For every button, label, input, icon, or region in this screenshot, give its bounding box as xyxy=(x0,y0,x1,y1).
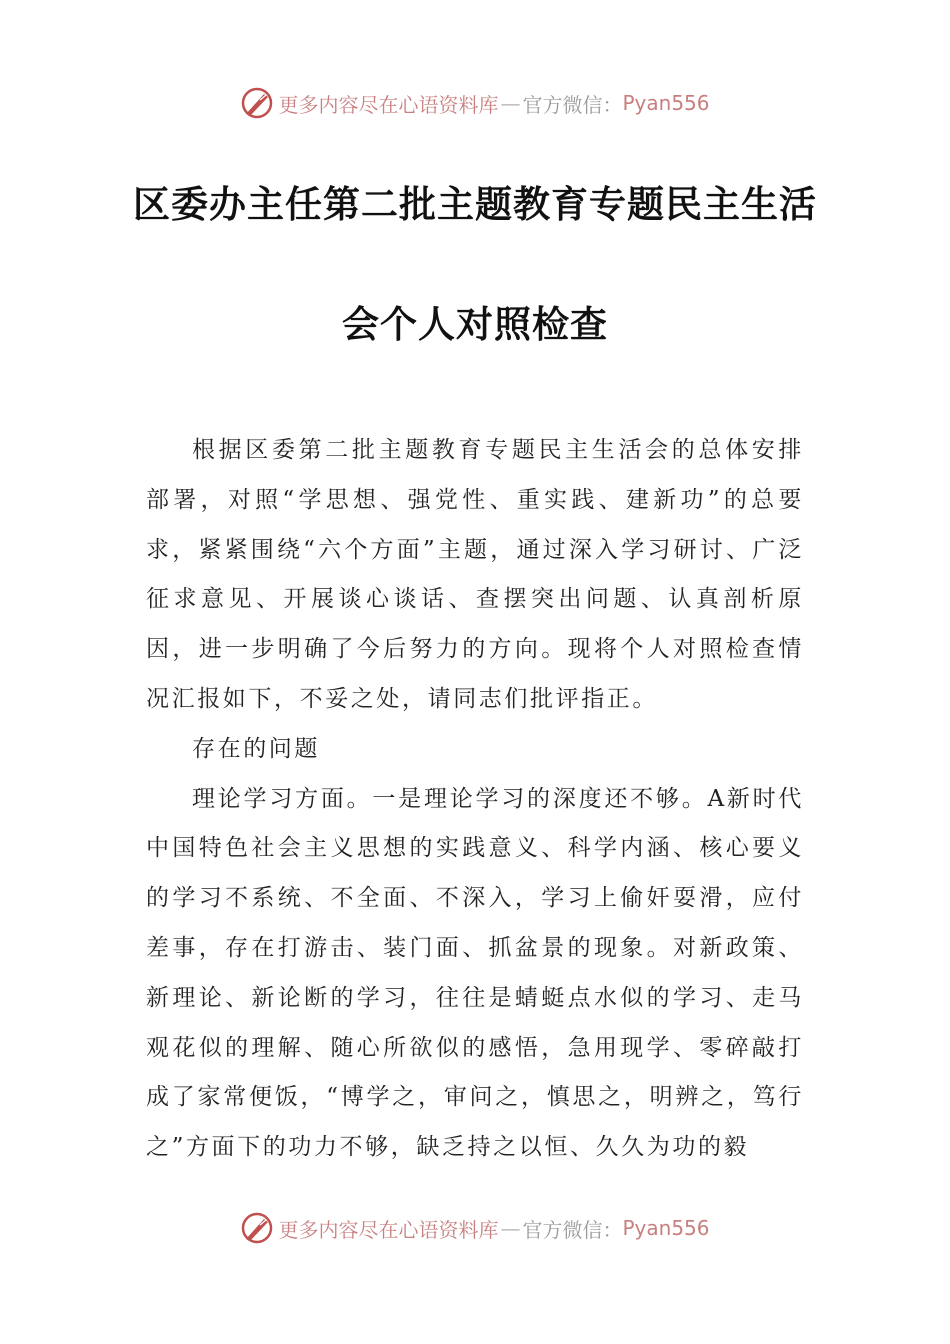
watermark-wechat-id: Pyan556 xyxy=(622,91,710,115)
watermark-brand: 更多内容尽在心语资料库 xyxy=(278,92,499,117)
watermark-wechat-id: Pyan556 xyxy=(622,1216,710,1240)
section-heading-problems: 存在的问题 xyxy=(192,735,320,762)
watermark-official-label: 官方微信： xyxy=(522,92,623,117)
footer-watermark xyxy=(0,1208,950,1248)
watermark-dash: — xyxy=(500,91,521,115)
pen-circle-logo-icon xyxy=(240,1211,274,1245)
pen-circle-logo-icon xyxy=(240,86,274,120)
header-watermark xyxy=(0,83,950,123)
document-body xyxy=(146,426,804,1173)
document-title-line1: 区委办主任第二批主题教育专题民主生活 xyxy=(133,182,817,226)
paragraph-theory-study: 理论学习方面。一是理论学习的深度还不够。A新时代中国特色社会主义思想的实践意义、科学内涵、核心要义的学习不系统、不全面、不深入，学习上偷奸耍滑，应付差事，存在打游击、装门面、抓盆景的现象。对新政策、新理论、新论断的学习，往往是蜻蜓点水似的学习、走马观花似的理解、随心所欲似的感悟，急用现学、零碎敲打成了家常便饭，“博学之，审问之，慎思之，明辨之，笃行之”方面下的功力不够，缺乏持之以恒、久久为功的毅 xyxy=(146,785,804,1161)
watermark-official-label: 官方微信： xyxy=(522,1217,623,1242)
paragraph-intro: 根据区委第二批主题教育专题民主生活会的总体安排部署，对照“学思想、强党性、重实践、建新功”的总要求，紧紧围绕“六个方面”主题，通过深入学习研讨、广泛征求意见、开展谈心谈话、查摆突出问题、认真剖析原因，进一步明确了今后努力的方向。现将个人对照检查情况汇报如下，不妥之处，请同志们批评指正。 xyxy=(146,437,804,712)
document-title-line2: 会个人对照检查 xyxy=(342,302,608,346)
watermark-dash: — xyxy=(500,1216,521,1240)
watermark-brand: 更多内容尽在心语资料库 xyxy=(278,1217,499,1242)
